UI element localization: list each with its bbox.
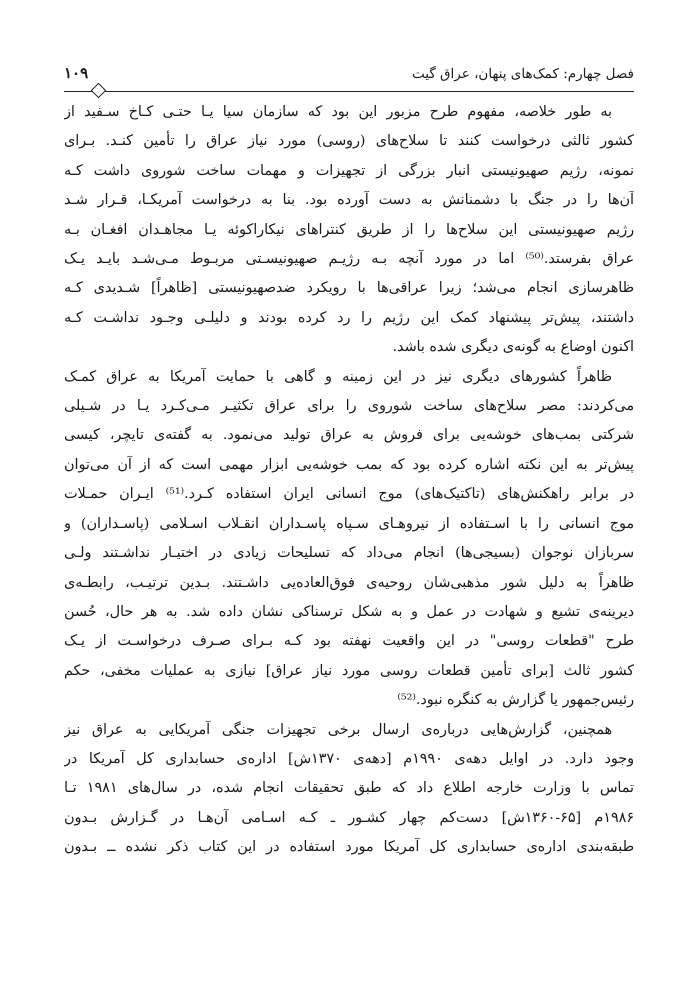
text-line: موج انسانی را با اسـتفاده از نیروهـای سـپاه پاسـداران انقـلاب اسـلامی (پاسـداران) و [64,515,634,532]
text-line: رئیس‌جمهور یا گزارش به کنگره نبود.⁽⁵²⁾ [397,692,634,709]
text-line: همچنین، گزارش‌هایی درباره‌ی ارسال برخی تجهیزات جنگی آمریکایی به عراق نیز [64,721,612,738]
text-line: ظاهراً به دلیل شور مذهبی‌شان روحیه‌ی فوق‌العاده‌یی داشـتند. بـدین ترتیـب، رابطـه‌ی [64,574,634,591]
text-line: وجود دارد. در اوایل دهه‌ی ۱۹۹۰م [دهه‌ی ۱۳۷۰ش] اداره‌ی حسابداری کل آمریکا در [64,750,634,767]
text-line: به طور خلاصه، مفهوم طرح مزبور این بود که سازمان سیا یـا حتـی کـاخ سـفید از [64,104,612,120]
text-line: دیرینه‌ی تشیع و شهادت در عمل و به شکل ترسناکی نشان داده شد. به هر حال، حُسن [64,603,634,620]
body-text [64,98,634,863]
text-line: طبقه‌بندی اداره‌ی حسابداری کل آمریکا مورد استفاده در این کتاب ذکر نشده ــ بـدون [64,839,634,856]
text-line: عراق بفرستد.⁽⁵⁰⁾ اما در مورد آنچه بـه رژیـم صهیونیسـتی مربـوط مـی‌شـد بایـد یـک [64,251,634,268]
text-line: سربازان نوجوان (بسیجی‌ها) انجام می‌داد که تسلیحات زیادی در اختیـار نداشـتند ولـی [64,545,634,562]
running-header [64,64,634,90]
text-line: کشور ثالث [برای تأمین قطعات روسی مورد نیاز عراق] نیازی به عملیات مخفی، حکم [64,662,634,679]
paragraph-3 [64,716,634,863]
chapter-title: فصل چهارم: کمک‌های پنهان، عراق گیت [412,66,634,82]
text-line: پیش‌تر به این نکته اشاره کرده بود که بمب خوشه‌یی ابزار مهمی است که از آن می‌توان [64,456,634,473]
text-line: ۱۹۸۶م [۶۵-۱۳۶۰ش] دست‌کم چهار کشـور ـ کـه اسـامی آن‌هـا در گـزارش بـدون [64,809,634,826]
header-rule [64,91,634,92]
text-line: ظاهرسازی انجام می‌شد؛ زیرا عراقی‌ها با رویکرد ضدصهیونیستی [ظاهراً] شـدیدی کـه [64,280,634,297]
text-line: شرکتی بمب‌های خوشه‌یی برای فروش به عراق تولید می‌نمود. به گفته‌ی تایچر، کیسی [64,427,634,444]
text-line: ظاهراً کشورهای دیگری نیز در این زمینه و گاهی با حمایت آمریکا به عراق کمـک [64,368,612,385]
text-line: کشور ثالثی درخواست کنند تا سلاح‌های (روسی) مورد نیاز عراق را تأمین کنـد. بـرای [64,133,634,150]
text-line: داشتند، پیش‌تر پیشنهاد کمک این رژیم را رد کرده بودند و دلیلـی وجـود نداشـت کـه [64,309,634,326]
page-number: ۱۰۹ [64,64,89,82]
text-line: طرح "قطعات روسی" در این واقعیت نهفته بود کـه بـرای صـرف درخواسـت از یـک [64,633,634,650]
paragraph-2 [64,363,634,716]
text-line: آن‌ها را در جنگ با دشمنانش به دست آورده بود. بنا به درخواست آمریکـا، قـرار شـد [64,192,634,209]
text-line: می‌کردند: مصر سلاح‌های ساخت شوروی را برای عراق تکثیـر مـی‌کـرد یـا در شـیلی [64,398,634,415]
text-line: تماس با وزارت خارجه اطلاع داد که طبق تحقیقات انجام شده، در سال‌های ۱۹۸۱ تـا [64,780,634,797]
text-line: رژیم صهیونیستی این سلاح‌ها را از طریق کنتراهای نیکاراکوئه یـا مجاهـدان افغـان بـه [64,221,634,238]
paragraph-1 [64,98,634,363]
text-line: در برابر راهکنش‌های (تاکتیک‌های) موج انسانی ایران استفاده کـرد.⁽⁵¹⁾ ایـران حمـلات [64,486,634,503]
text-line: اکنون اوضاع به گونه‌ی دیگری شده باشد. [392,339,634,356]
text-line: نمونه، رژیم صهیونیستی انبار بزرگی از تجهیزات و مهمات ساخت شوروی داشت کـه [64,162,634,179]
